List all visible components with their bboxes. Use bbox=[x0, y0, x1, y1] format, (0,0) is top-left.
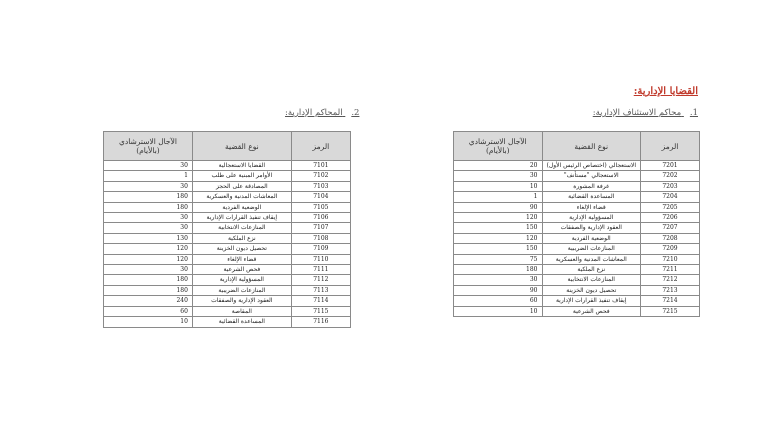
days-cell: 180 bbox=[104, 192, 193, 202]
days-cell: 180 bbox=[104, 285, 193, 295]
column-header-type: نوع القضية bbox=[192, 132, 291, 161]
type-cell: المعاشات المدنية والعسكرية bbox=[192, 192, 291, 202]
type-cell: المعاشات المدنية والعسكرية bbox=[542, 254, 641, 264]
days-cell: 30 bbox=[104, 223, 193, 233]
code-cell: 7215 bbox=[641, 306, 700, 316]
table-row bbox=[454, 223, 700, 233]
type-cell: المقاصة bbox=[192, 306, 291, 316]
table-row bbox=[454, 285, 700, 295]
code-cell: 7112 bbox=[291, 275, 350, 285]
table-row bbox=[104, 317, 351, 327]
days-cell: 90 bbox=[454, 202, 543, 212]
type-cell: المسؤولية الإدارية bbox=[542, 213, 641, 223]
code-cell: 7110 bbox=[291, 254, 350, 264]
code-cell: 7113 bbox=[291, 285, 350, 295]
type-cell: فحص الشرعية bbox=[192, 265, 291, 275]
section-number: 2. bbox=[351, 108, 360, 118]
code-cell: 7108 bbox=[291, 233, 350, 243]
code-cell: 7105 bbox=[291, 202, 350, 212]
code-cell: 7102 bbox=[291, 171, 350, 181]
code-cell: 7214 bbox=[641, 296, 700, 306]
table-row bbox=[454, 233, 700, 243]
table-row bbox=[454, 202, 700, 212]
table-header-row bbox=[454, 132, 700, 161]
column-header-days-line1: الآجال الاسترشادي bbox=[468, 137, 527, 146]
code-cell: 7205 bbox=[641, 202, 700, 212]
code-cell: 7116 bbox=[291, 317, 350, 327]
table-row bbox=[454, 244, 700, 254]
table-row bbox=[104, 296, 351, 306]
type-cell: المساعدة القضائية bbox=[542, 192, 641, 202]
days-cell: 20 bbox=[454, 161, 543, 171]
code-cell: 7115 bbox=[291, 306, 350, 316]
code-cell: 7206 bbox=[641, 213, 700, 223]
code-cell: 7201 bbox=[641, 161, 700, 171]
section-title-text: المحاكم الإدارية: bbox=[285, 108, 343, 118]
type-cell: المنازعات الضريبية bbox=[542, 244, 641, 254]
days-cell: 150 bbox=[454, 223, 543, 233]
days-cell: 60 bbox=[104, 306, 193, 316]
type-cell: قضاء الإلغاء bbox=[542, 202, 641, 212]
days-cell: 30 bbox=[104, 161, 193, 171]
code-cell: 7212 bbox=[641, 275, 700, 285]
days-cell: 10 bbox=[104, 317, 193, 327]
code-cell: 7204 bbox=[641, 192, 700, 202]
type-cell: القضايا الاستعجالية bbox=[192, 161, 291, 171]
section-number: 1. bbox=[689, 108, 698, 118]
code-cell: 7101 bbox=[291, 161, 350, 171]
days-cell: 10 bbox=[454, 306, 543, 316]
days-cell: 180 bbox=[104, 202, 193, 212]
table-row bbox=[104, 161, 351, 171]
type-cell: الوضعية الفردية bbox=[192, 202, 291, 212]
table-row bbox=[454, 296, 700, 306]
type-cell: نزع الملكية bbox=[192, 233, 291, 243]
column-header-days-line1: الآجال الاسترشادي bbox=[118, 137, 177, 146]
code-cell: 7203 bbox=[641, 181, 700, 191]
table-row bbox=[104, 192, 351, 202]
days-cell: 10 bbox=[454, 181, 543, 191]
type-cell: المصادقة على الحجز bbox=[192, 181, 291, 191]
type-cell: الوضعية الفردية bbox=[542, 233, 641, 243]
table-row bbox=[104, 265, 351, 275]
type-cell: فحص الشرعية bbox=[542, 306, 641, 316]
table-row bbox=[454, 171, 700, 181]
days-cell: 30 bbox=[454, 171, 543, 181]
column-header-days-line2: (بالأيام) bbox=[485, 146, 510, 155]
code-cell: 7114 bbox=[291, 296, 350, 306]
days-cell: 90 bbox=[454, 285, 543, 295]
code-cell: 7111 bbox=[291, 265, 350, 275]
type-cell: المسؤولية الإدارية bbox=[192, 275, 291, 285]
days-cell: 120 bbox=[104, 244, 193, 254]
table-body bbox=[454, 161, 700, 317]
code-cell: 7210 bbox=[641, 254, 700, 264]
table-row bbox=[104, 213, 351, 223]
days-cell: 180 bbox=[454, 265, 543, 275]
type-cell: المنازعات الانتخابية bbox=[542, 275, 641, 285]
table-row bbox=[104, 306, 351, 316]
column-header-code: الرمز bbox=[291, 132, 350, 161]
days-cell: 60 bbox=[454, 296, 543, 306]
code-cell: 7211 bbox=[641, 265, 700, 275]
type-cell: العقود الإدارية والصفقات bbox=[192, 296, 291, 306]
code-cell: 7109 bbox=[291, 244, 350, 254]
type-cell: نزع الملكية bbox=[542, 265, 641, 275]
table-row bbox=[454, 306, 700, 316]
type-cell: تحصيل ديون الخزينة bbox=[192, 244, 291, 254]
table-row bbox=[104, 254, 351, 264]
days-cell: 120 bbox=[454, 213, 543, 223]
table-row bbox=[104, 202, 351, 212]
column-header-type: نوع القضية bbox=[542, 132, 641, 161]
table-row bbox=[104, 223, 351, 233]
table-row bbox=[104, 181, 351, 191]
table-header-row bbox=[104, 132, 351, 161]
table-row bbox=[104, 233, 351, 243]
document-title: القضايا الإدارية: bbox=[633, 86, 698, 97]
days-cell: 180 bbox=[104, 275, 193, 285]
type-cell: الأوامر المبنية على طلب bbox=[192, 171, 291, 181]
code-cell: 7213 bbox=[641, 285, 700, 295]
code-cell: 7106 bbox=[291, 213, 350, 223]
type-cell: المنازعات الضريبية bbox=[192, 285, 291, 295]
code-cell: 7209 bbox=[641, 244, 700, 254]
code-cell: 7104 bbox=[291, 192, 350, 202]
table-row bbox=[454, 181, 700, 191]
section-title-administrative-courts bbox=[285, 108, 359, 118]
type-cell: تحصيل ديون الخزينة bbox=[542, 285, 641, 295]
days-cell: 75 bbox=[454, 254, 543, 264]
days-cell: 120 bbox=[454, 233, 543, 243]
days-cell: 30 bbox=[104, 265, 193, 275]
type-cell: قضاء الإلغاء bbox=[192, 254, 291, 264]
table-row bbox=[104, 275, 351, 285]
appeal-courts-table bbox=[453, 131, 700, 317]
code-cell: 7208 bbox=[641, 233, 700, 243]
type-cell: إيقاف تنفيذ القرارات الإدارية bbox=[542, 296, 641, 306]
type-cell: المساعدة القضائية bbox=[192, 317, 291, 327]
days-cell: 240 bbox=[104, 296, 193, 306]
table-row bbox=[104, 285, 351, 295]
column-header-code: الرمز bbox=[641, 132, 700, 161]
column-header-days bbox=[104, 132, 193, 161]
days-cell: 30 bbox=[104, 213, 193, 223]
type-cell: الاستعجالي "مستأنف" bbox=[542, 171, 641, 181]
code-cell: 7207 bbox=[641, 223, 700, 233]
table-row bbox=[104, 171, 351, 181]
days-cell: 1 bbox=[454, 192, 543, 202]
table-row bbox=[454, 254, 700, 264]
type-cell: إيقاف تنفيذ القرارات الإدارية bbox=[192, 213, 291, 223]
days-cell: 150 bbox=[454, 244, 543, 254]
code-cell: 7202 bbox=[641, 171, 700, 181]
section-title-appeal-courts bbox=[593, 108, 698, 118]
column-header-days-line2: (بالأيام) bbox=[136, 146, 160, 155]
type-cell: الاستعجالي (اختصاص الرئيس الأول) bbox=[542, 161, 641, 171]
code-cell: 7103 bbox=[291, 181, 350, 191]
type-cell: غرفة المشورة bbox=[542, 181, 641, 191]
administrative-courts-table bbox=[103, 131, 351, 328]
table-row bbox=[454, 161, 700, 171]
table-row bbox=[454, 213, 700, 223]
section-title-text: محاكم الاستئناف الإدارية: bbox=[592, 108, 682, 118]
table-row bbox=[454, 265, 700, 275]
table-row bbox=[104, 244, 351, 254]
days-cell: 130 bbox=[104, 233, 193, 243]
code-cell: 7107 bbox=[291, 223, 350, 233]
days-cell: 120 bbox=[104, 254, 193, 264]
type-cell: العقود الإدارية والصفقات bbox=[542, 223, 641, 233]
column-header-days bbox=[454, 132, 543, 161]
days-cell: 30 bbox=[104, 181, 193, 191]
table-row bbox=[454, 275, 700, 285]
days-cell: 30 bbox=[454, 275, 543, 285]
table-body bbox=[104, 161, 351, 328]
table-row bbox=[454, 192, 700, 202]
type-cell: المنازعات الانتخابية bbox=[192, 223, 291, 233]
days-cell: 1 bbox=[104, 171, 193, 181]
